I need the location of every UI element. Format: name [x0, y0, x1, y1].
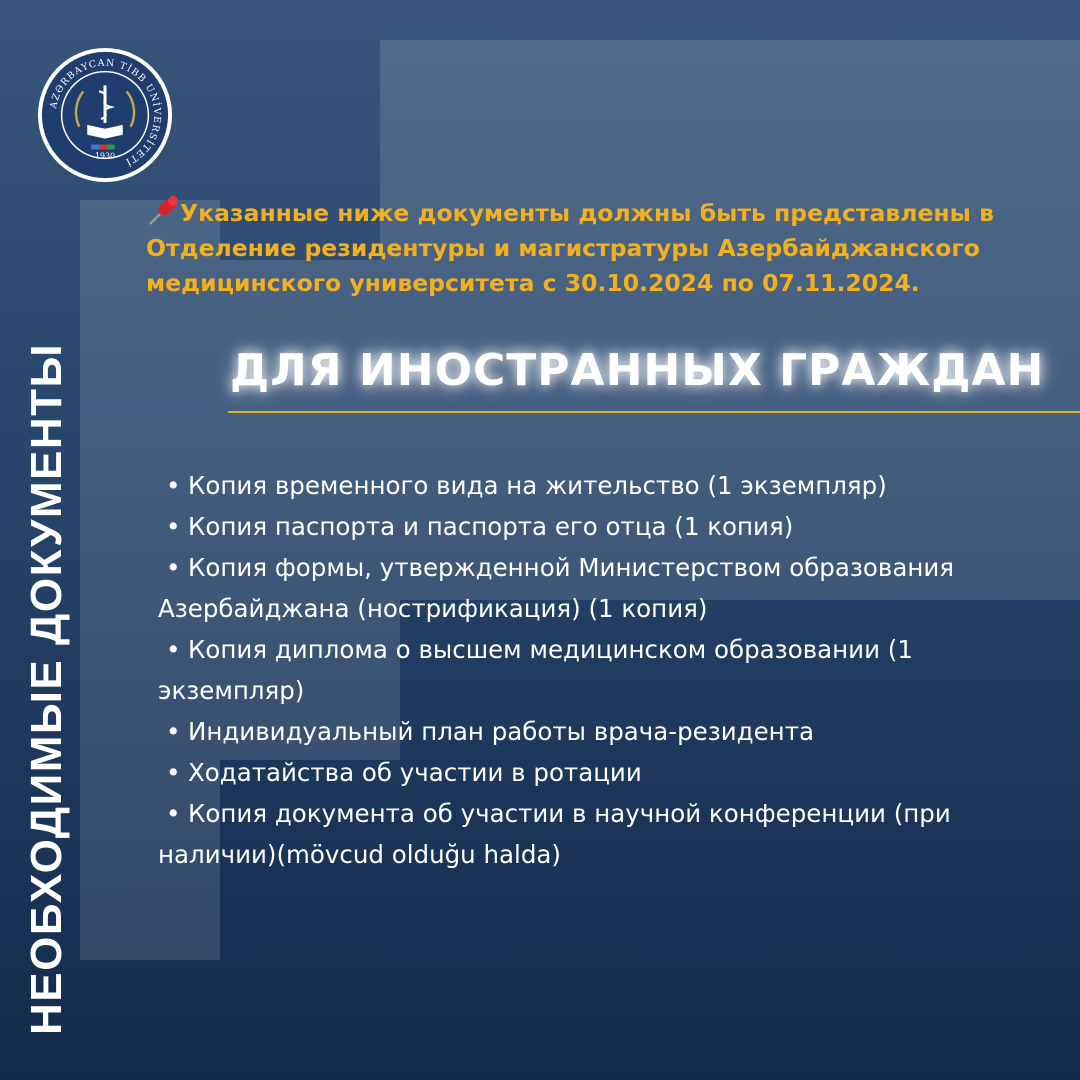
list-item: • Копия формы, утвержденной Министерством образования Азербайджана (нострификация) (1 копия) [158, 547, 1038, 629]
intro-text: Указанные ниже документы должны быть представлены в Отделение резидентуры и магистратуры Азербайджанского медицинского университета с 30.10.2024 по 07.11.2024. [146, 199, 994, 297]
university-seal-logo [36, 46, 174, 184]
list-item: • Копия временного вида на жительство (1 экземпляр) [158, 465, 1038, 506]
document-list [158, 465, 1038, 875]
list-item: • Копия документа об участии в научной конференции (при наличии)(mövcud olduğu halda) [158, 793, 1038, 875]
bullet: • [166, 471, 181, 500]
svg-text:AZƏRBAYCAN TİBB UNİVERSİTETİ: AZƏRBAYCAN TİBB UNİVERSİTETİ [48, 57, 163, 168]
intro-notice [146, 196, 1046, 301]
section-heading: ДЛЯ ИНОСТРАННЫХ ГРАЖДАН [230, 345, 1045, 396]
list-item: • Копия паспорта и паспорта его отца (1 копия) [158, 506, 1038, 547]
bullet: • [166, 553, 181, 582]
bullet: • [166, 512, 181, 541]
list-item: • Ходатайства об участии в ротации [158, 752, 1038, 793]
bullet: • [166, 758, 181, 787]
side-title: НЕОБХОДИМЫЕ ДОКУМЕНТЫ [22, 342, 71, 1035]
bullet: • [166, 635, 181, 664]
heading-divider [228, 411, 1080, 413]
svg-text:1930: 1930 [94, 151, 116, 161]
bullet: • [166, 799, 181, 828]
list-item: • Индивидуальный план работы врача-резидента [158, 711, 1038, 752]
bullet: • [166, 717, 181, 746]
pushpin-icon [146, 196, 180, 226]
list-item: • Копия диплома о высшем медицинском образовании (1 экземпляр) [158, 629, 1038, 711]
